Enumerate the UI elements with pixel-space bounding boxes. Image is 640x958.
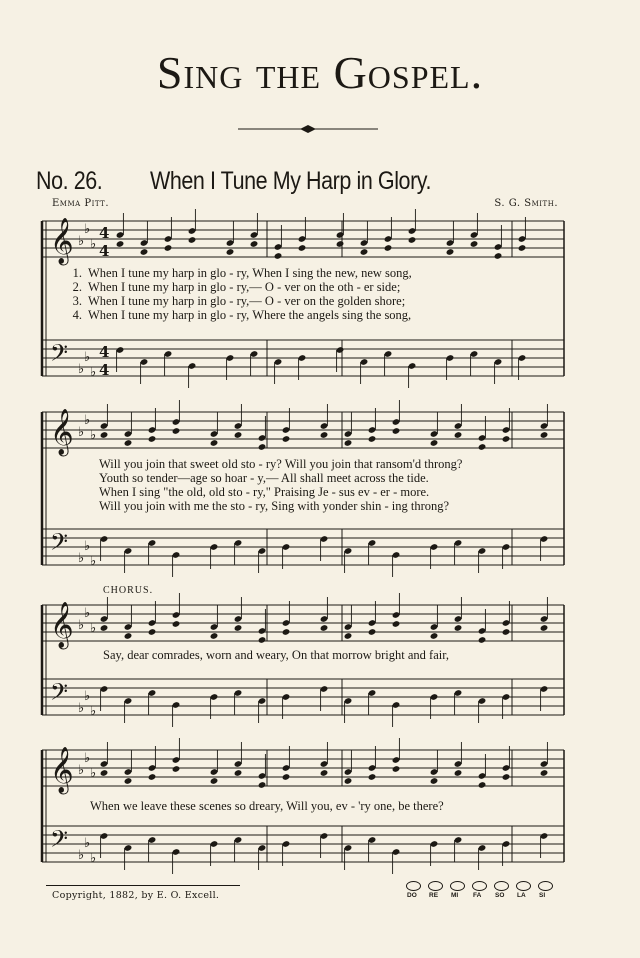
verse-line: 4. When I tune my harp in glo - ry, Where the angels sing the song, [72,308,412,322]
flat-sign: ♭ [90,704,97,719]
flat-sign: ♭ [78,425,85,440]
note-head [172,620,181,628]
note-head [250,240,259,248]
solfege-shape-icon [516,881,531,891]
note-head [494,252,503,260]
solfege-label: FA [473,892,482,899]
note-head [148,773,157,781]
note-head [454,624,463,632]
chorus-label: CHORUS. [103,585,154,596]
note-head [336,240,345,248]
note-head [234,431,243,439]
footer-rule [46,885,240,886]
flat-sign: ♭ [84,539,91,554]
composer-credit: S. G. Smith. [494,198,558,209]
note-head [502,628,511,636]
flat-sign: ♭ [78,551,85,566]
note-head [360,248,369,256]
note-head [384,244,393,252]
note-head [392,427,401,435]
flat-sign: ♭ [78,234,85,249]
note-head [430,777,439,785]
flat-sign: ♭ [90,237,97,252]
bass-clef-icon: 𝄢 [50,339,69,372]
note-head [392,765,401,773]
treble-clef-icon: 𝄞 [50,747,74,793]
note-head [478,443,487,451]
note-head [226,248,235,256]
note-head [210,439,219,447]
note-head [100,431,109,439]
note-head [344,777,353,785]
hymn-title: When I Tune My Harp in Glory. [150,167,432,195]
solfege-label: DO [407,892,417,899]
note-head [540,624,549,632]
note-head [140,248,149,256]
note-head [502,435,511,443]
note-head [124,777,133,785]
note-head [430,439,439,447]
verse-line: 2. When I tune my harp in glo - ry,— O - ver on the oth - er side; [72,280,401,294]
flat-sign: ♭ [78,848,85,863]
solfege-label: SO [495,892,505,899]
note-head [258,781,267,789]
book-title: Sing the Gospel. [156,47,484,98]
flat-sign: ♭ [90,766,97,781]
flat-sign: ♭ [84,350,91,365]
solfege-shape-icon [472,881,487,891]
note-head [282,628,291,636]
copyright-notice: Copyright, 1882, by E. O. Excell. [52,890,220,901]
flat-sign: ♭ [84,606,91,621]
note-head [282,773,291,781]
note-head [124,632,133,640]
flat-sign: ♭ [84,413,91,428]
note-head [454,769,463,777]
bass-clef-icon: 𝄢 [50,825,69,858]
note-head [100,624,109,632]
note-head [116,240,125,248]
note-head [282,435,291,443]
note-head [408,236,417,244]
note-head [210,777,219,785]
flat-sign: ♭ [78,618,85,633]
note-head [478,636,487,644]
note-head [540,769,549,777]
verse-line: Will you join that sweet old sto - ry? Will you join that ransom'd throng? [99,457,463,471]
flat-sign: ♭ [84,689,91,704]
treble-clef-icon: 𝄞 [50,409,74,455]
treble-clef-icon: 𝄞 [50,218,74,264]
verse-line: Youth so tender—age so hoar - y,— All shall meet across the tide. [99,471,429,485]
bass-clef-icon: 𝄢 [50,528,69,561]
solfege-shape-icon [494,881,509,891]
note-head [320,769,329,777]
note-head [188,236,197,244]
time-signature: 4 [99,361,110,379]
solfege-shape-icon [450,881,465,891]
note-head [298,244,307,252]
note-head [478,781,487,789]
solfege-label: MI [451,892,459,899]
note-head [446,248,455,256]
note-head [172,427,181,435]
note-head [274,252,283,260]
solfege-legend [405,880,565,904]
solfege-shape-icon [538,881,553,891]
treble-clef-icon: 𝄞 [50,602,74,648]
solfege-label: LA [517,892,526,899]
note-head [320,431,329,439]
note-head [540,431,549,439]
note-head [148,628,157,636]
flat-sign: ♭ [78,362,85,377]
verse-line: Will you join with me the sto - ry, Sing with yonder shin - ing throng? [99,499,450,513]
solfege-label: SI [539,892,546,899]
note-head [234,624,243,632]
note-head [258,443,267,451]
note-head [258,636,267,644]
note-head [368,773,377,781]
flat-sign: ♭ [78,701,85,716]
solfege-shape-icon [428,881,443,891]
note-head [172,765,181,773]
solfege-shape-icon [406,881,421,891]
verse-line: 3. When I tune my harp in glo - ry,— O - ver on the golden shore; [72,294,406,308]
flat-sign: ♭ [90,365,97,380]
note-head [368,628,377,636]
flat-sign: ♭ [84,751,91,766]
note-head [320,624,329,632]
note-head [148,435,157,443]
flat-sign: ♭ [90,428,97,443]
solfege-label: RE [429,892,439,899]
hymn-number: No. 26. [36,167,103,195]
note-head [124,439,133,447]
time-signature: 4 [99,224,110,242]
flat-sign: ♭ [84,222,91,237]
note-head [392,620,401,628]
lyricist-credit: Emma Pitt. [52,198,110,209]
note-head [518,244,527,252]
flat-sign: ♭ [90,621,97,636]
note-head [100,769,109,777]
note-head [368,435,377,443]
note-head [454,431,463,439]
note-head [430,632,439,640]
note-head [470,240,479,248]
verse-line: When I sing "the old, old sto - ry," Praising Je - sus ev - er - more. [99,485,430,499]
note-head [210,632,219,640]
verse-line: 1. When I tune my harp in glo - ry, When I sing the new, new song, [72,266,412,280]
flat-sign: ♭ [90,554,97,569]
time-signature: 4 [99,242,110,260]
chorus-line: When we leave these scenes so dreary, Will you, ev - 'ry one, be there? [90,799,444,813]
note-head [344,439,353,447]
flat-sign: ♭ [90,851,97,866]
time-signature: 4 [99,343,110,361]
chorus-line: Say, dear comrades, worn and weary, On that morrow bright and fair, [103,648,450,662]
bass-clef-icon: 𝄢 [50,678,69,711]
note-head [234,769,243,777]
flat-sign: ♭ [84,836,91,851]
flat-sign: ♭ [78,763,85,778]
note-head [344,632,353,640]
note-head [502,773,511,781]
note-head [164,244,173,252]
